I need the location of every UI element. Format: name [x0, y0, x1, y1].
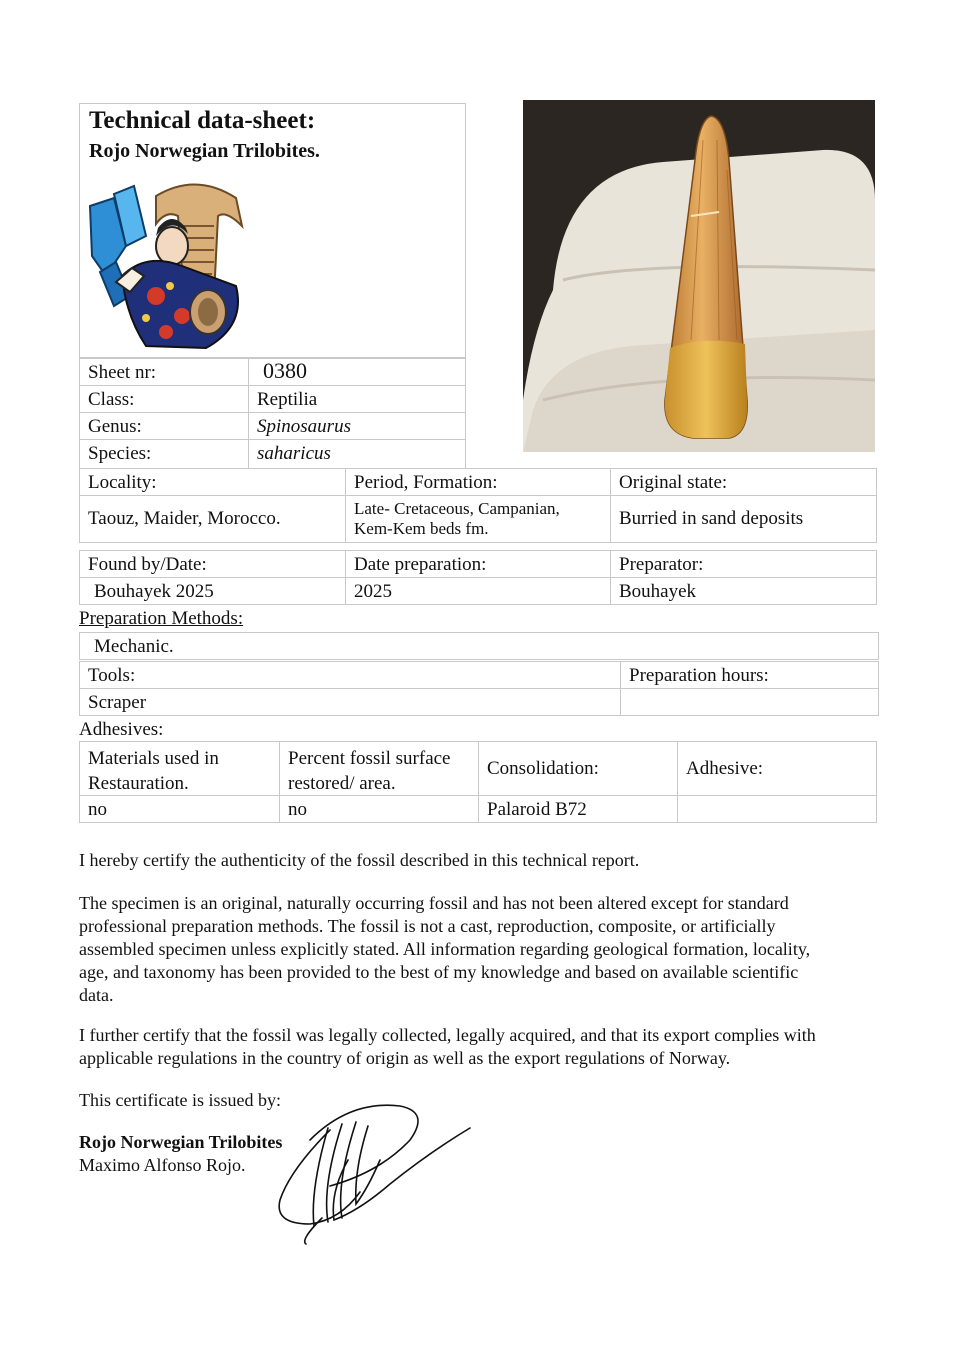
locality-label: Locality: [79, 468, 346, 496]
period-value-line-1: Late- Cretaceous, Campanian, [354, 499, 560, 518]
original-state-label: Original state: [610, 468, 877, 496]
certificate-paragraph-1: I hereby certify the authenticity of the fossil described in this technical report. [79, 850, 640, 870]
adhesives-heading: Adhesives: [79, 719, 164, 740]
company-name: Rojo Norwegian Trilobites. [89, 140, 320, 162]
original-state-value: Burried in sand deposits [610, 495, 877, 543]
issuer-person: Maximo Alfonso Rojo. [79, 1155, 246, 1175]
issuer-company: Rojo Norwegian Trilobites [79, 1132, 283, 1152]
found-by-label: Found by/Date: [79, 550, 346, 578]
class-value: Reptilia [248, 385, 466, 413]
preparation-methods-value: Mechanic. [79, 632, 879, 660]
genus-label: Genus: [79, 412, 249, 440]
document-title: Technical data-sheet: [89, 107, 316, 134]
preparation-hours-value [620, 688, 879, 716]
locality-value: Taouz, Maider, Morocco. [79, 495, 346, 543]
tools-label: Tools: [79, 661, 621, 689]
spinosaurus-tooth-photo [523, 100, 875, 452]
preparator-label: Preparator: [610, 550, 877, 578]
period-value-line-2: Kem-Kem beds fm. [354, 519, 489, 538]
genus-value: Spinosaurus [248, 412, 466, 440]
consolidation-label: Consolidation: [478, 741, 678, 796]
date-preparation-value: 2025 [345, 577, 611, 605]
adhesive-value [677, 795, 877, 823]
found-by-value: Bouhayek 2025 [79, 577, 346, 605]
class-label: Class: [79, 385, 249, 413]
species-value: saharicus [248, 439, 466, 469]
date-preparation-label: Date preparation: [345, 550, 611, 578]
sheet-nr-label: Sheet nr: [79, 358, 249, 386]
sheet-nr-value: 0380 [248, 358, 466, 386]
certificate-paragraph-3: I further certify that the fossil was legally collected, legally acquired, and that its export complies with applicable regulations in the country of origin as well as the export regulations of Norway. [79, 1025, 816, 1068]
preparator-value: Bouhayek [610, 577, 877, 605]
tools-value: Scraper [79, 688, 621, 716]
consolidation-value: Palaroid B72 [478, 795, 678, 823]
adhesive-label: Adhesive: [677, 741, 877, 796]
materials-value: no [79, 795, 280, 823]
period-label: Period, Formation: [345, 468, 611, 496]
preparation-hours-label: Preparation hours: [620, 661, 879, 689]
percent-restored-label: Percent fossil surface restored/ area. [279, 741, 479, 796]
materials-label: Materials used in Restauration. [79, 741, 280, 796]
period-value [345, 495, 611, 543]
handwritten-signature [270, 1100, 480, 1250]
issued-by-line: This certificate is issued by: [79, 1090, 281, 1110]
preparation-methods-heading: Preparation Methods: [79, 608, 244, 629]
trilobite-samurai-logo [86, 176, 246, 354]
percent-restored-value: no [279, 795, 479, 823]
certificate-paragraph-2: The specimen is an original, naturally occurring fossil and has not been altered except for standard professional preparation methods. The fossil is not a cast, reproduction, composite, or artificially assembled specimen unless explicitly stated. All information regarding geological formation, locality, age, and taxonomy has been provided to the best of my knowledge and based on available scientific data. [79, 893, 811, 1005]
species-label: Species: [79, 439, 249, 469]
